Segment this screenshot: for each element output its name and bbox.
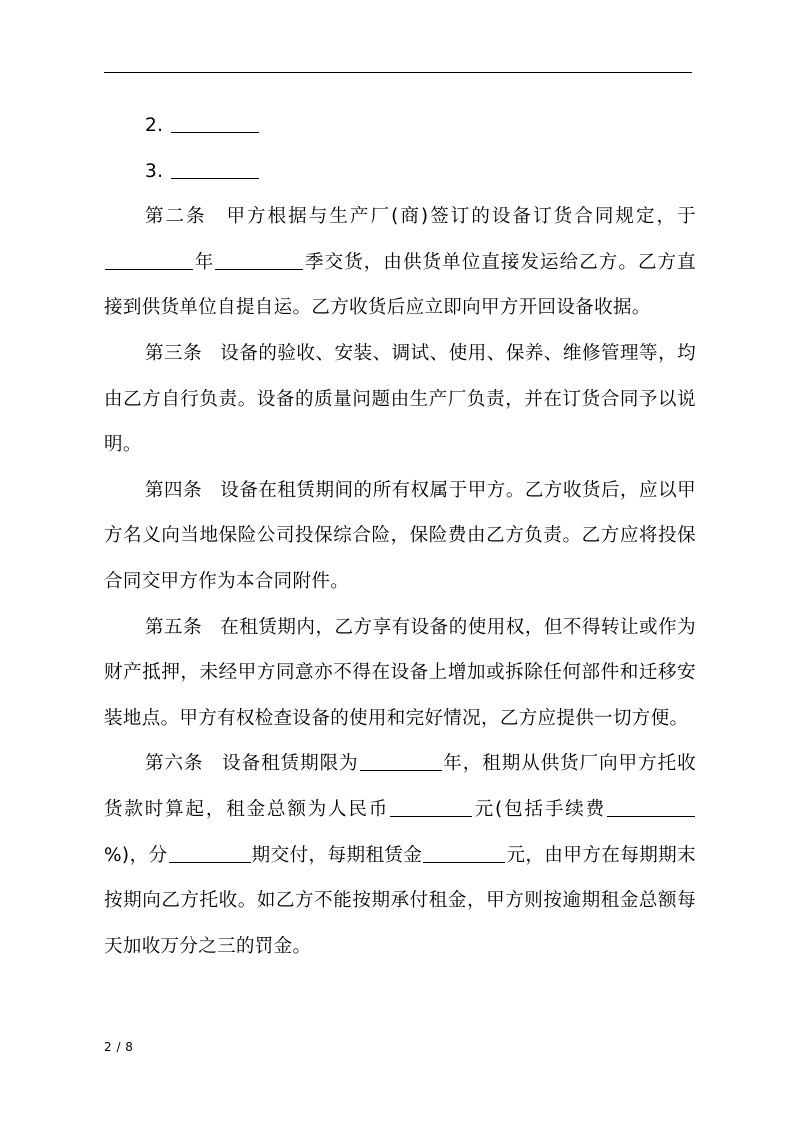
clause-text: 元(包括手续费 bbox=[473, 798, 606, 820]
clause-label: 第二条 bbox=[145, 206, 207, 228]
clause-4 bbox=[104, 468, 696, 605]
clause-5 bbox=[104, 605, 696, 742]
fill-blank[interactable] bbox=[423, 861, 505, 863]
item-number: 2. bbox=[145, 115, 164, 136]
clause-2 bbox=[104, 194, 696, 331]
clause-text: 年，租期从供货厂向甲方托收货款时算起，租金总额为人民币 bbox=[104, 753, 696, 820]
clause-3 bbox=[104, 331, 696, 468]
clause-text: 元，由甲方在每期期末按期向乙方托收。如乙方不能按期承付租金，甲方则按逾期租金总额每天加收万分之三的罚金。 bbox=[104, 844, 696, 957]
header-rule bbox=[104, 72, 692, 73]
item-number: 3. bbox=[145, 160, 164, 182]
clause-label: 第三条 bbox=[145, 342, 203, 364]
clause-text: 期交付，每期租赁金 bbox=[251, 844, 423, 866]
fill-blank[interactable] bbox=[360, 769, 442, 771]
fill-blank[interactable] bbox=[169, 861, 251, 863]
clause-text: 设备在租赁期间的所有权属于甲方。乙方收货后，应以甲方名义向当地保险公司投保综合险，保险费由乙方负责。乙方应将投保合同交甲方作为本合同附件。 bbox=[104, 479, 696, 592]
fill-blank[interactable] bbox=[215, 268, 303, 270]
fill-blank[interactable] bbox=[171, 131, 259, 133]
clause-text: 年 bbox=[194, 251, 215, 273]
clause-6 bbox=[104, 741, 696, 969]
clause-text: 甲方根据与生产厂(商)签订的设备订货合同规定，于 bbox=[224, 206, 696, 228]
fill-blank[interactable] bbox=[390, 815, 472, 817]
fill-blank[interactable] bbox=[105, 268, 193, 270]
document-body bbox=[104, 103, 696, 969]
fill-blank[interactable] bbox=[171, 177, 259, 179]
list-item-3 bbox=[104, 149, 696, 195]
clause-text: 设备租赁期限为 bbox=[221, 753, 359, 775]
list-item-2 bbox=[104, 103, 696, 149]
clause-text: %)，分 bbox=[104, 844, 168, 866]
clause-text: 在租赁期内，乙方享有设备的使用权，但不得转让或作为财产抵押，未经甲方同意亦不得在设备上增加或拆除任何部件和迁移安装地点。甲方有权检查设备的使用和完好情况，乙方应提供一切方便。 bbox=[104, 616, 696, 729]
clause-label: 第五条 bbox=[145, 616, 203, 638]
clause-label: 第四条 bbox=[145, 479, 203, 501]
page-number: 2 / 8 bbox=[104, 1040, 134, 1054]
clause-label: 第六条 bbox=[145, 753, 204, 775]
clause-text: 设备的验收、安装、调试、使用、保养、维修管理等，均由乙方自行负责。设备的质量问题由生产厂负责，并在订货合同予以说明。 bbox=[104, 342, 696, 456]
fill-blank[interactable] bbox=[607, 815, 695, 817]
clause-text: 季交货，由供货单位直接发运给乙方。乙方直接到供货单位自提自运。乙方收货后应立即向甲方开回设备收据。 bbox=[104, 251, 696, 319]
